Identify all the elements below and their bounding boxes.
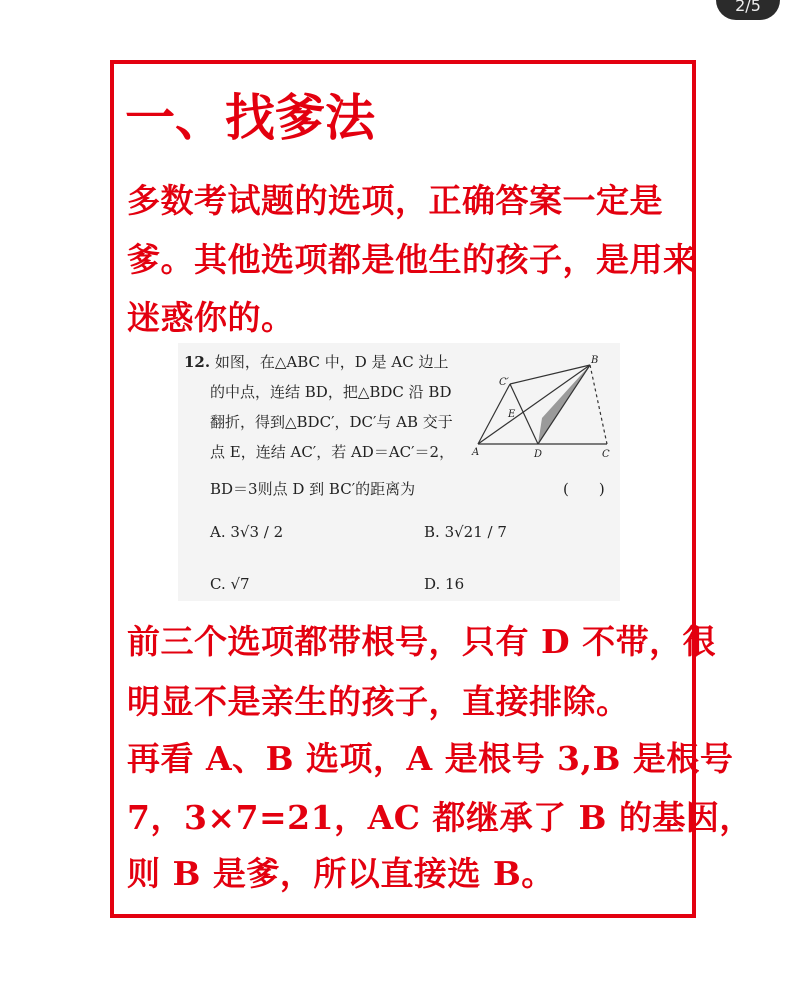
option-b	[424, 523, 507, 541]
analysis-line-1: 前三个选项都带根号，只有 D 不带，很	[127, 622, 717, 661]
analysis-line-2: 明显不是亲生的孩子，直接排除。	[127, 682, 630, 721]
question-number: 12.	[184, 353, 211, 371]
intro-line-1: 多数考试题的选项，正确答案一定是	[127, 181, 663, 220]
page-title: 一、找爹法	[125, 89, 375, 147]
analysis-line-4: 7，3×7=21，AC 都继承了 B 的基因，	[127, 798, 753, 837]
label-d: D	[534, 449, 543, 460]
analysis-line-5: 则 B 是爹，所以直接选 B。	[127, 854, 555, 893]
label-e: E	[508, 409, 516, 420]
question-image	[178, 343, 620, 601]
option-c	[210, 575, 250, 593]
question-line-1	[184, 351, 448, 372]
label-c-prime: C′	[499, 377, 509, 388]
option-b-value: 3√21 / 7	[444, 523, 507, 541]
option-c-label: C.	[210, 575, 226, 593]
option-c-value: √7	[230, 575, 250, 593]
option-a-value: 3√3 / 2	[230, 523, 284, 541]
option-d	[424, 575, 464, 593]
question-text-2: 的中点，连结 BD，把△BDC 沿 BD	[210, 383, 452, 401]
segment-ab	[478, 365, 590, 444]
label-b: B	[591, 355, 599, 366]
page-indicator: 2/5	[716, 0, 780, 20]
intro-line-2: 爹。其他选项都是他生的孩子，是用来	[127, 240, 697, 279]
label-c: C	[602, 449, 610, 460]
label-a: A	[472, 447, 480, 458]
geometry-diagram	[470, 351, 620, 466]
segment-bc-dashed	[590, 365, 607, 444]
option-d-label: D.	[424, 575, 441, 593]
analysis-line-3: 再看 A、B 选项，A 是根号 3,B 是根号	[127, 739, 734, 778]
question-text-5: BD＝3则点 D 到 BC′的距离为	[210, 480, 416, 498]
question-text-1: 如图，在△ABC 中，D 是 AC 边上	[214, 353, 449, 371]
segment-ac-prime	[478, 384, 510, 444]
answer-blank: ( )	[563, 480, 605, 498]
option-d-value: 16	[445, 575, 465, 593]
segment-bd	[538, 365, 590, 444]
intro-line-3: 迷惑你的。	[127, 298, 295, 337]
question-text-4: 点 E，连结 AC′，若 AD＝AC′＝2，	[210, 443, 455, 461]
option-a-label: A.	[210, 523, 226, 541]
question-text-3: 翻折，得到△BDC′，DC′与 AB 交于	[210, 413, 453, 431]
option-b-label: B.	[424, 523, 440, 541]
option-a	[210, 523, 283, 541]
